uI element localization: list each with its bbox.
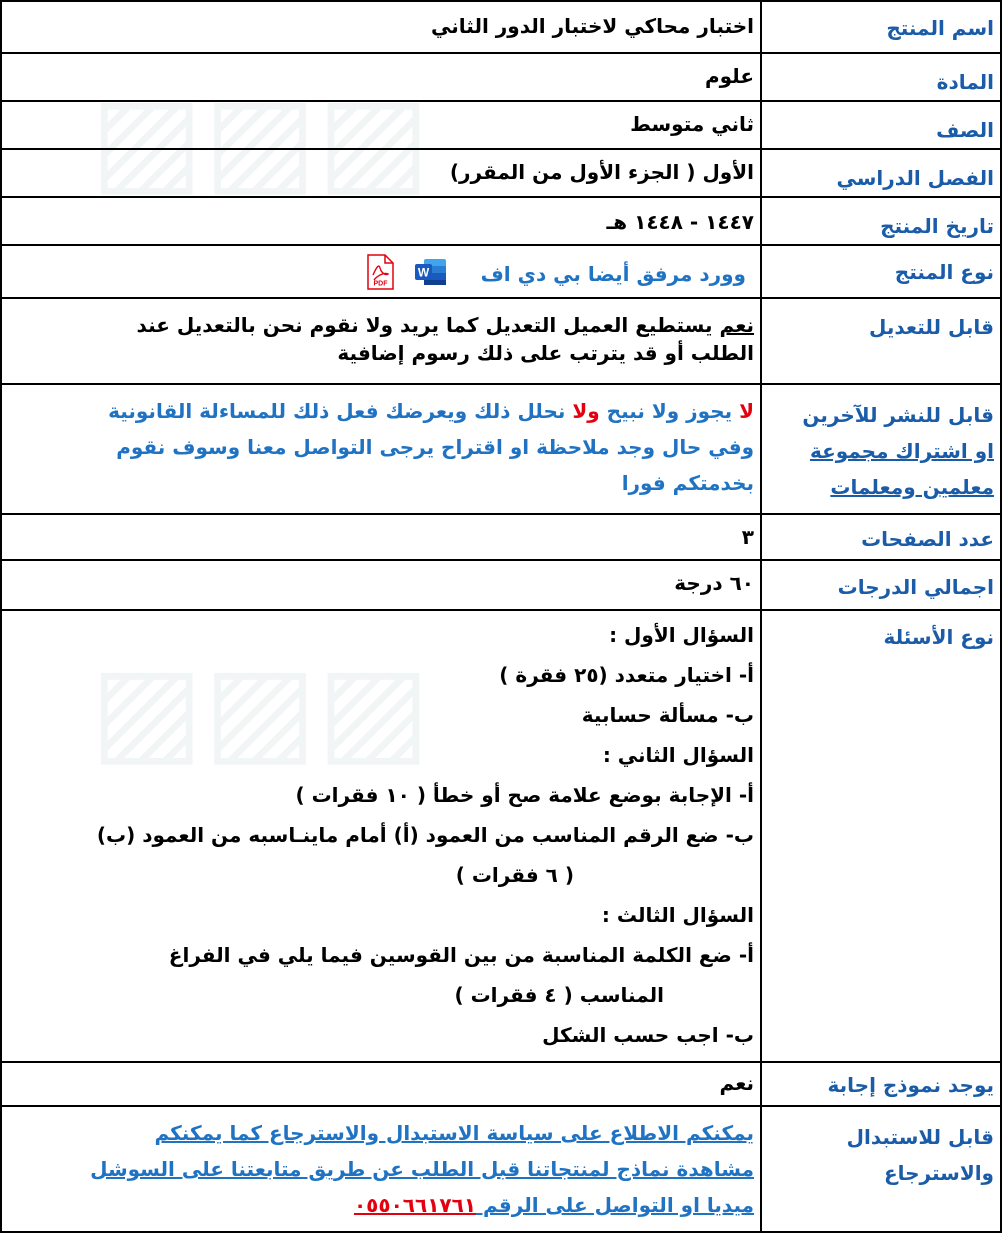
question-line: السؤال الأول : <box>609 623 754 647</box>
exchange-text-line3: ميديا او التواصل على الرقم <box>476 1193 754 1217</box>
subject-label: المادة <box>761 53 1001 101</box>
exchange-value <box>1 1106 761 1232</box>
sharing-label-line3: معلمين ومعلمات <box>830 475 994 499</box>
watermark: ▨▨▨ <box>90 640 431 779</box>
subject-value: علوم <box>1 53 761 101</box>
question-types-value <box>1 610 761 1062</box>
sharing-text-line3: بخدمتكم فورا <box>621 471 754 495</box>
table-row <box>1 384 1001 514</box>
sharing-label-line2: او اشتراك مجموعة <box>809 439 994 463</box>
semester-value: الأول ( الجزء الأول من المقرر) <box>1 149 761 197</box>
product-date-label: تاريخ المنتج <box>761 197 1001 245</box>
question-line: ب- ضع الرقم المناسب من العمود (أ) أمام ماينـاسبه من العمود (ب) <box>96 823 754 847</box>
question-line: السؤال الثالث : <box>601 903 754 927</box>
question-line: السؤال الثاني : <box>602 743 754 767</box>
question-line: أ- ضع الكلمة المناسبة من بين القوسين فيما يلي في الفراغ <box>168 943 754 967</box>
editable-value <box>1 298 761 384</box>
answer-key-value: نعم <box>1 1062 761 1106</box>
editable-label: قابل للتعديل <box>761 298 1001 384</box>
sharing-label <box>761 384 1001 514</box>
grade-value: ثاني متوسط <box>1 101 761 149</box>
sharing-no-2: ولا <box>572 399 600 423</box>
table-row <box>1 245 1001 298</box>
table-row <box>1 101 1001 149</box>
table-row <box>1 610 1001 1062</box>
pdf-icon <box>365 254 395 297</box>
sharing-text-2: نحلل ذلك ويعرضك فعل ذلك للمساءلة القانونية <box>108 399 573 423</box>
grade-label: الصف <box>761 101 1001 149</box>
sharing-no-1: لا <box>739 399 754 423</box>
table-row <box>1 197 1001 245</box>
table-row <box>1 1106 1001 1232</box>
sharing-text-line2: وفي حال وجد ملاحظة او اقتراح يرجى التواصل معنا وسوف نقوم <box>116 435 754 459</box>
table-row <box>1 298 1001 384</box>
product-name-value: اختبار محاكي لاختبار الدور الثاني <box>1 1 761 53</box>
sharing-label-line1: قابل للنشر للآخرين <box>802 403 994 427</box>
exchange-text-line1: يمكنكم الاطلاع على سياسة الاستبدال والاسترجاع كما يمكنكم <box>154 1121 754 1145</box>
question-line: المناسب ( ٤ فقرات ) <box>454 983 664 1007</box>
exchange-label <box>761 1106 1001 1232</box>
exchange-label-line2: والاسترجاع <box>883 1161 994 1185</box>
product-type-label: نوع المنتج <box>761 245 1001 298</box>
pages-label: عدد الصفحات <box>761 514 1001 560</box>
product-name-label: اسم المنتج <box>761 1 1001 53</box>
editable-yes: نعم <box>719 313 754 337</box>
exchange-text-line2: مشاهدة نماذج لمنتجاتنا قبل الطلب عن طريق متابعتنا على السوشل <box>90 1157 754 1181</box>
sharing-value <box>1 384 761 514</box>
word-icon <box>414 257 448 294</box>
table-row <box>1 53 1001 101</box>
table-row <box>1 514 1001 560</box>
question-line: أ- اختيار متعدد (٢٥ فقرة ) <box>499 663 754 687</box>
product-date-value: ١٤٤٧ - ١٤٤٨ هـ <box>1 197 761 245</box>
question-line: ب- مسألة حسابية <box>581 703 754 727</box>
semester-label: الفصل الدراسي <box>761 149 1001 197</box>
editable-text-line1: يستطيع العميل التعديل كما يريد ولا نقوم نحن بالتعديل عند <box>136 313 720 337</box>
table-row <box>1 149 1001 197</box>
svg-text:PDF: PDF <box>373 280 388 288</box>
svg-text:W: W <box>417 265 429 280</box>
watermark: ▨▨▨ <box>90 70 431 209</box>
question-types-label: نوع الأسئلة <box>761 610 1001 1062</box>
question-line: ( ٦ فقرات ) <box>455 863 574 887</box>
question-line: أ- الإجابة بوضع علامة صح أو خطأ ( ١٠ فقرات ) <box>295 783 754 807</box>
phone-number[interactable]: ٠٥٥٠٦٦١٧٦١ <box>353 1193 477 1217</box>
product-type-value-cell <box>1 245 761 298</box>
question-line: ب- اجب حسب الشكل <box>542 1023 754 1047</box>
product-type-value: وورد مرفق أيضا بي دي اف <box>480 262 746 286</box>
editable-text-line2: الطلب أو قد يترتب على ذلك رسوم إضافية <box>337 341 754 365</box>
pages-value: ٣ <box>1 514 761 560</box>
answer-key-label: يوجد نموذج إجابة <box>761 1062 1001 1106</box>
total-marks-label: اجمالي الدرجات <box>761 560 1001 610</box>
table-row <box>1 1062 1001 1106</box>
exchange-label-line1: قابل للاستبدال <box>846 1125 994 1149</box>
sharing-text-1: يجوز ولا نبيح <box>599 399 740 423</box>
table-row <box>1 1 1001 53</box>
total-marks-value: ٦٠ درجة <box>1 560 761 610</box>
table-row <box>1 560 1001 610</box>
